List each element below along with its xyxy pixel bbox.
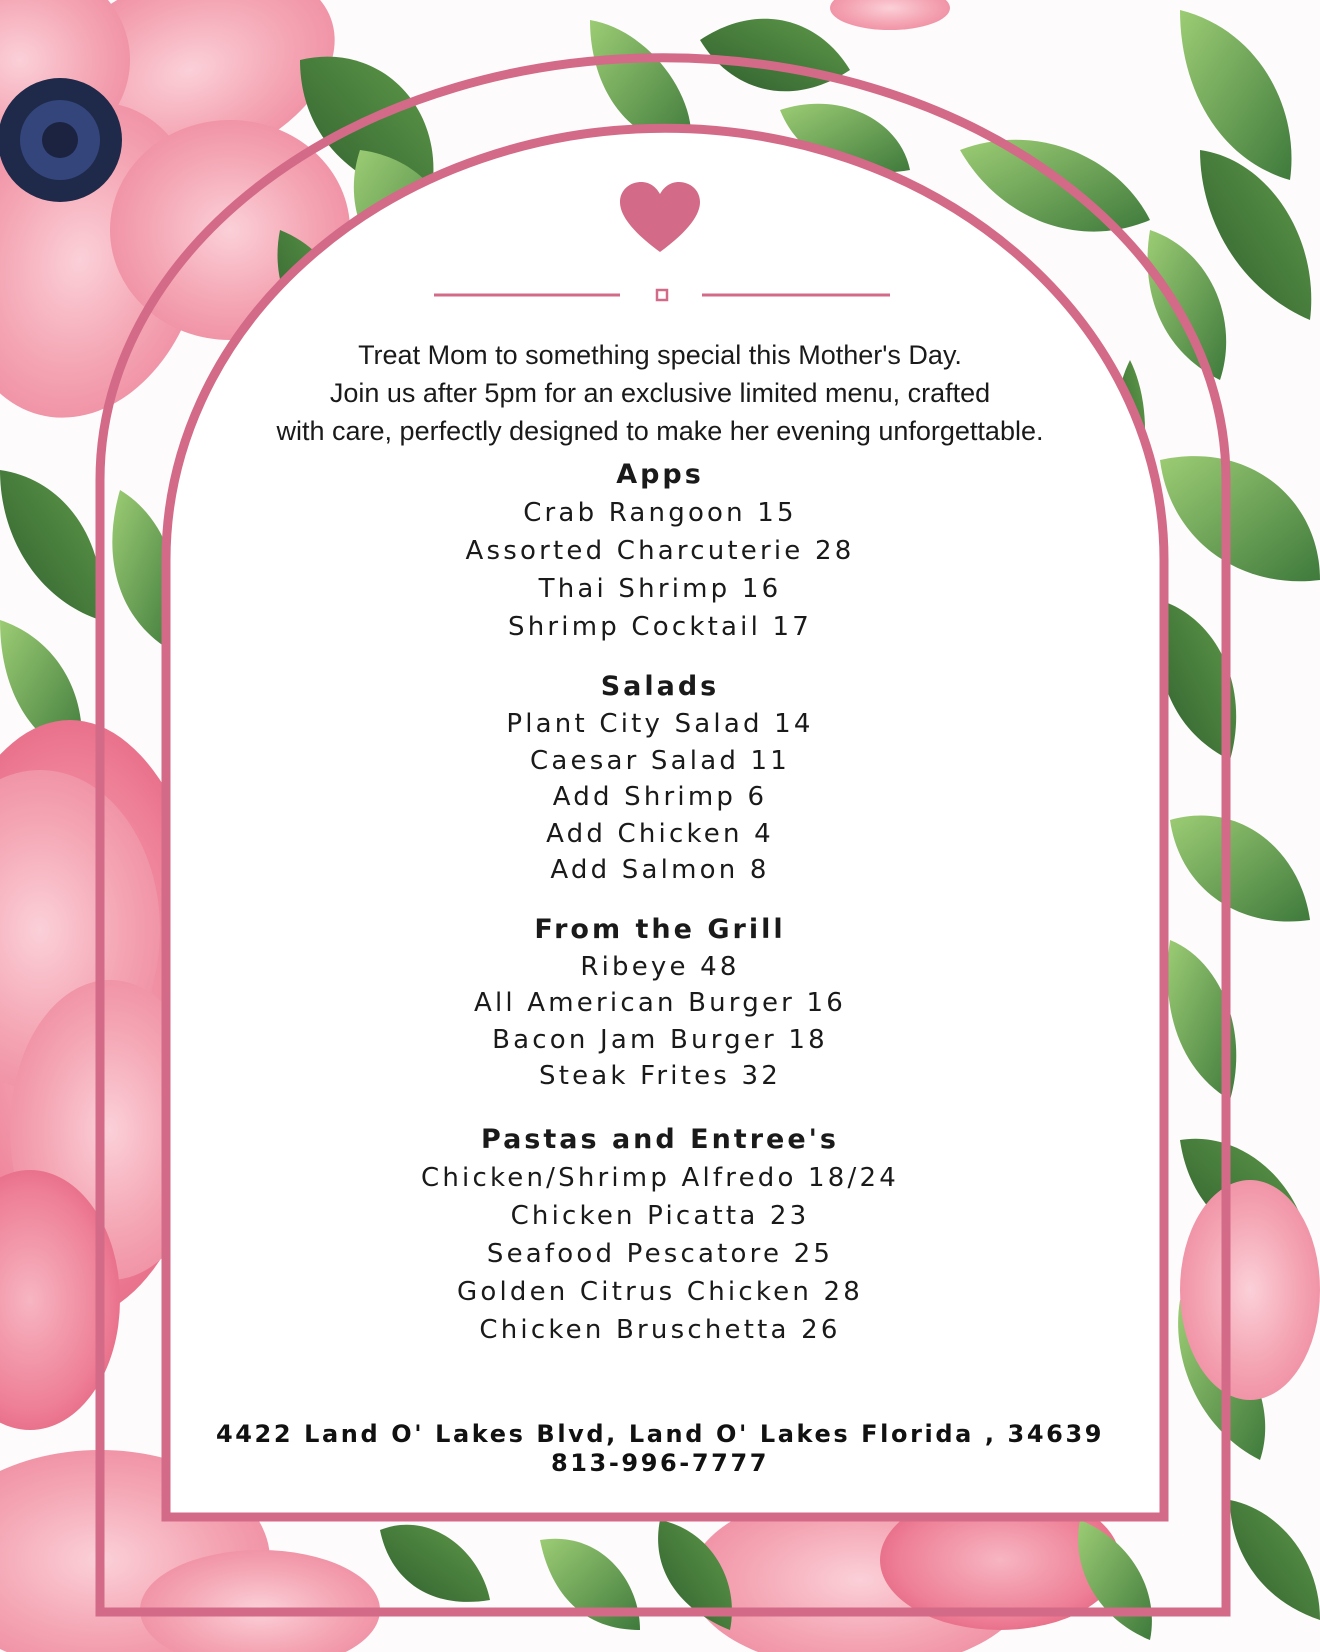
menu	[200, 456, 1120, 1349]
section-spacer	[200, 889, 1120, 911]
menu-item: Add Chicken 4	[546, 818, 774, 849]
menu-section-pastas	[200, 1121, 1120, 1349]
menu-item: Steak Frites 32	[538, 1061, 781, 1091]
menu-item: Plant City Salad 14	[506, 709, 814, 739]
menu-item: Add Salmon 8	[550, 855, 770, 885]
section-spacer	[200, 646, 1120, 668]
section-title-pastas: Pastas and Entree's	[481, 1123, 839, 1155]
menu-section-salads	[200, 668, 1120, 889]
menu-item: Add Shrimp 6	[552, 782, 768, 812]
phone-number: 813-996-7777	[550, 1449, 770, 1477]
menu-item: Crab Rangoon 15	[523, 498, 797, 528]
menu-item: Bacon Jam Burger 18	[492, 1024, 828, 1055]
intro-text	[200, 336, 1120, 450]
intro-line-3: with care, perfectly designed to make her evening unforgettable.	[276, 416, 1044, 446]
ornamental-divider	[434, 288, 890, 302]
menu-item: Chicken Picatta 23	[510, 1200, 810, 1231]
section-spacer	[200, 1095, 1120, 1121]
menu-item: Golden Citrus Chicken 28	[457, 1276, 863, 1307]
menu-item: Chicken/Shrimp Alfredo 18/24	[421, 1162, 899, 1193]
menu-item: Ribeye 48	[580, 951, 740, 982]
section-title-grill: From the Grill	[534, 913, 786, 945]
menu-item: Assorted Charcuterie 28	[465, 536, 855, 566]
section-title-apps: Apps	[616, 459, 704, 490]
intro-line-2: Join us after 5pm for an exclusive limited menu, crafted	[329, 378, 991, 408]
menu-item: Chicken Bruschetta 26	[479, 1314, 841, 1345]
menu-item: All American Burger 16	[474, 988, 846, 1018]
menu-item: Thai Shrimp 16	[538, 574, 782, 604]
menu-item: Seafood Pescatore 25	[486, 1238, 834, 1269]
address-text: 4422 Land O' Lakes Blvd, Land O' Lakes Florida , 34639	[215, 1420, 1105, 1448]
menu-item: Caesar Salad 11	[530, 745, 790, 776]
menu-section-grill	[200, 911, 1120, 1095]
section-title-salads: Salads	[600, 671, 720, 702]
menu-section-apps	[200, 456, 1120, 646]
heart-icon	[620, 182, 700, 254]
footer-contact	[200, 1420, 1120, 1478]
menu-item: Shrimp Cocktail 17	[508, 612, 812, 642]
intro-line-1: Treat Mom to something special this Mother's Day.	[358, 340, 962, 370]
